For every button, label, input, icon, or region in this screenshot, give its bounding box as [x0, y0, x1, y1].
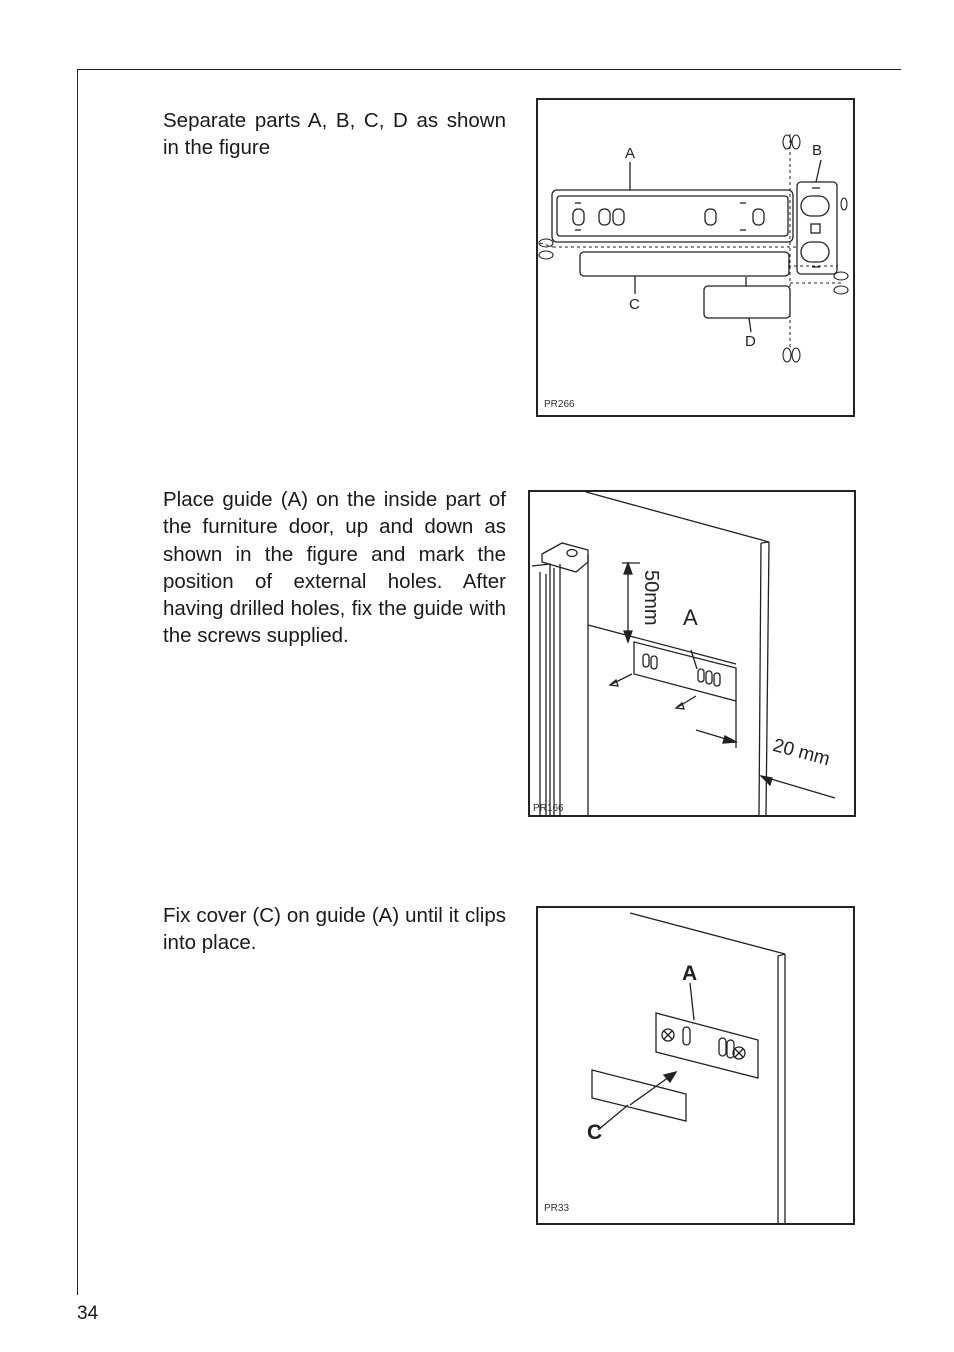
figure-place-guide — [528, 490, 856, 817]
label-a: A — [625, 145, 636, 162]
parts-diagram — [538, 100, 853, 415]
left-rule — [77, 69, 78, 1295]
step-3-text: Fix cover (C) on guide (A) until it clips into place. — [163, 904, 506, 955]
label-b: B — [812, 142, 823, 159]
label-a: A — [682, 962, 698, 985]
figure-code: PR266 — [544, 399, 575, 410]
figure-code: PR166 — [533, 803, 564, 814]
cover-diagram — [538, 908, 853, 1223]
figure-fix-cover — [536, 906, 855, 1225]
label-c: C — [587, 1121, 603, 1144]
dim-vertical-label: 50mm — [640, 570, 662, 626]
step-1-text: Separate parts A, B, C, D as shown in the figure — [163, 109, 506, 160]
label-c: C — [629, 296, 640, 313]
top-rule — [77, 69, 901, 70]
figure-code: PR33 — [544, 1203, 570, 1214]
dim-horizontal-label: 20 mm — [770, 735, 833, 771]
page-number: 34 — [77, 1303, 99, 1324]
figure-separate-parts — [536, 98, 855, 417]
label-a: A — [683, 605, 698, 630]
label-d: D — [745, 333, 756, 350]
door-guide-diagram — [530, 492, 854, 815]
step-2-text: Place guide (A) on the inside part of the furniture door, up and down as shown in the figure and mark the position of external holes. After having drilled holes, fix the guide with the screws supplied. — [163, 488, 506, 648]
